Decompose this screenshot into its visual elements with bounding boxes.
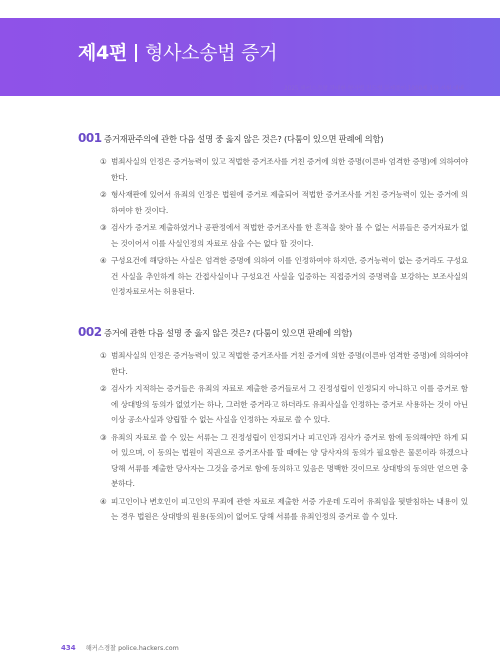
question-text: 증거재판주의에 관한 다음 설명 중 옳지 않은 것은? (다툼이 있으면 판례에 의함) (104, 134, 384, 144)
answer-option[interactable] (100, 220, 468, 251)
option-text: 구성요건에 해당하는 사실은 엄격한 증명에 의하여 이를 인정하여야 하지만, 증거능력이 없는 증거라도 구성요건 사실을 추인하게 하는 간접사실이나 구성요건 사실을 입증하는 직접증거의 증명력을 보강하는 보조사실의 인정자료로서는 허용된다. (111, 256, 468, 296)
answer-option[interactable] (100, 494, 468, 525)
answer-options (100, 154, 468, 300)
question-number: 002 (78, 325, 102, 339)
option-text: 검사가 증거로 제출하였거나 공판정에서 적법한 증거조사를 한 흔적을 찾아 볼 수 없는 서류들은 증거자료가 없는 것이어서 이를 사실인정의 자료로 삼을 수는 없다 할 것이다. (111, 223, 468, 248)
question-header (78, 131, 468, 145)
page-footer (61, 635, 179, 654)
option-mark: ② (100, 190, 107, 199)
question-001 (78, 131, 468, 302)
option-text: 범죄사실의 인정은 증거능력이 있고 적법한 증거조사를 거친 증거에 의한 증명(이른바 엄격한 증명)에 의하여야 한다. (111, 351, 468, 376)
question-header (78, 325, 468, 339)
page-number: 434 (61, 644, 76, 652)
answer-options (100, 348, 468, 525)
answer-option[interactable] (100, 187, 468, 218)
answer-option[interactable] (100, 381, 468, 428)
option-text: 유죄의 자료로 쓸 수 있는 서류는 그 진정성립이 인정되거나 피고인과 검사가 증거로 함에 동의해야만 하게 되어 있으며, 이 동의는 법원이 직권으로 증거조사를 할 때에는 양 당사자의 동의가 필요함은 물론이라 하겠으나 당해 서류를 제출한 당사자는 그것을 증거로 함에 동의하고 있음은 명백한 것이므로 상대방의 동의만 얻으면 충분하다. (111, 432, 468, 488)
option-mark: ③ (100, 432, 107, 442)
option-text: 범죄사실의 인정은 증거능력이 있고 적법한 증거조사를 거친 증거에 의한 증명(이른바 엄격한 증명)에 의하여야 한다. (111, 157, 468, 182)
question-002 (78, 325, 468, 527)
question-number: 001 (78, 131, 102, 145)
answer-option[interactable] (100, 430, 468, 492)
answer-option[interactable] (100, 154, 468, 185)
option-mark: ① (100, 351, 107, 360)
option-mark: ① (100, 157, 107, 166)
part-label: 제4편 (78, 42, 128, 64)
part-title: 형사소송법 증거 (145, 42, 278, 64)
option-mark: ④ (100, 256, 107, 265)
question-text: 증거에 관한 다음 설명 중 옳지 않은 것은? (다툼이 있으면 판례에 의함) (104, 328, 353, 338)
footer-text: 해커스경찰 police.hackers.com (85, 645, 179, 652)
option-mark: ④ (100, 496, 107, 506)
option-text: 피고인이나 변호인이 피고인의 무죄에 관한 자료로 제출한 서증 가운데 도리어 유죄임을 뒷받침하는 내용이 있는 경우 법원은 상대방의 원용(동의)이 없어도 당해 서류를 유죄인정의 증거로 쓸 수 있다. (111, 496, 468, 521)
option-text: 검사가 지적하는 증거들은 유죄의 자료로 제출한 증거들로서 그 진정성립이 인정되지 아니하고 이를 증거로 함에 상대방의 동의가 없었기는 하나, 그러한 증거라고 하더라도 유죄사실을 인정하는 증거로 사용하는 것이 아닌 이상 공소사실과 양립할 수 없는 사실을 인정하는 자료로 쓸 수 있다. (111, 384, 468, 424)
answer-option[interactable] (100, 253, 468, 300)
chapter-title (78, 38, 277, 65)
answer-option[interactable] (100, 348, 468, 379)
option-text: 형사재판에 있어서 유죄의 인정은 법원에 증거로 제출되어 적법한 증거조사를 거친 증거능력이 있는 증거에 의하여야 한 것이다. (111, 190, 468, 215)
option-mark: ② (100, 384, 107, 393)
title-separator (135, 44, 137, 62)
option-mark: ③ (100, 223, 107, 232)
book-caption: 2025 해커스경찰 갓대환 형사법 진도별 문제풀이 1000제 1차 시험 대비 (284, 86, 464, 92)
